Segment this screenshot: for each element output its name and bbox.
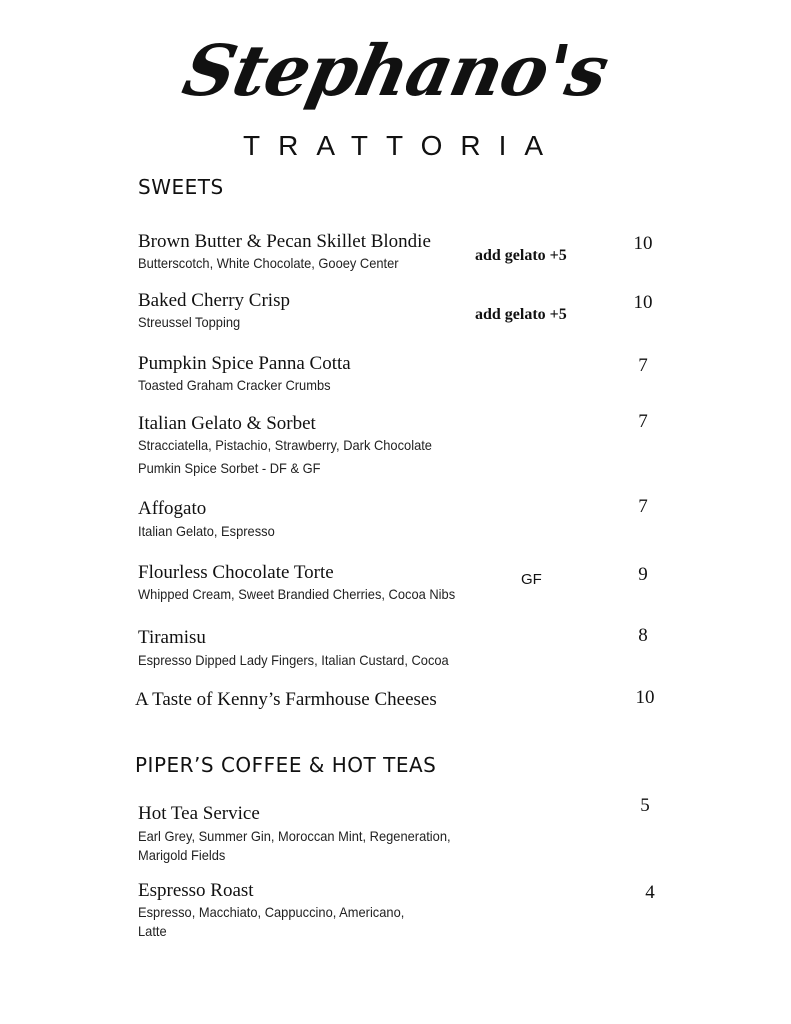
menu-item-name: Flourless Chocolate Torte xyxy=(138,562,334,583)
menu-item-price: 9 xyxy=(638,564,648,585)
logo-subtitle: TRATTORIA xyxy=(243,130,562,161)
menu-item-name: Espresso Roast xyxy=(138,880,254,901)
menu-item-name: Pumpkin Spice Panna Cotta xyxy=(138,353,351,374)
menu-item-name: A Taste of Kenny’s Farmhouse Cheeses xyxy=(135,689,437,710)
menu-item-price: 7 xyxy=(638,355,648,376)
menu-item-desc: Butterscotch, White Chocolate, Gooey Center xyxy=(138,255,399,271)
addon-gelato: add gelato +5 xyxy=(475,306,567,323)
menu-item-price: 7 xyxy=(638,411,648,432)
menu-item-price: 10 xyxy=(633,233,653,254)
menu-item-price: 10 xyxy=(635,687,655,708)
addon-gelato: add gelato +5 xyxy=(475,247,567,264)
menu-item-desc: Streussel Topping xyxy=(138,314,241,330)
menu-item-desc: Italian Gelato, Espresso xyxy=(138,523,275,539)
menu-item-desc: Marigold Fields xyxy=(138,847,226,863)
menu-item-name: Baked Cherry Crisp xyxy=(138,290,290,311)
menu-item-name: Italian Gelato & Sorbet xyxy=(138,413,316,434)
menu-item-desc: Pumkin Spice Sorbet - DF & GF xyxy=(138,460,321,476)
menu-item-desc: Espresso, Macchiato, Cappuccino, Americano, xyxy=(138,904,405,920)
section-title-sweets: SWEETS xyxy=(138,175,224,199)
menu-item-price: 4 xyxy=(645,882,655,903)
menu-item-desc: Earl Grey, Summer Gin, Moroccan Mint, Regeneration, xyxy=(138,828,451,844)
menu-item-name: Hot Tea Service xyxy=(138,803,260,824)
menu-item-desc: Whipped Cream, Sweet Brandied Cherries, Cocoa Nibs xyxy=(138,586,456,602)
section-title-coffee: PIPER’S COFFEE & HOT TEAS xyxy=(135,753,437,777)
menu-item-price: 5 xyxy=(640,795,650,816)
gluten-free-tag: GF xyxy=(521,571,542,588)
menu-item-price: 7 xyxy=(638,496,648,517)
logo-script: Stephano's xyxy=(176,29,615,112)
menu-item-desc: Toasted Graham Cracker Crumbs xyxy=(138,377,331,393)
menu-item-price: 8 xyxy=(638,625,648,646)
menu-item-desc: Stracciatella, Pistachio, Strawberry, Dark Chocolate xyxy=(138,437,432,453)
menu-item-desc: Espresso Dipped Lady Fingers, Italian Custard, Cocoa xyxy=(138,652,449,668)
menu-item-name: Affogato xyxy=(138,498,207,519)
menu-item-price: 10 xyxy=(633,292,653,313)
menu-item-desc: Latte xyxy=(138,923,167,939)
menu-item-name: Tiramisu xyxy=(138,627,206,648)
menu-item-name: Brown Butter & Pecan Skillet Blondie xyxy=(138,231,431,252)
